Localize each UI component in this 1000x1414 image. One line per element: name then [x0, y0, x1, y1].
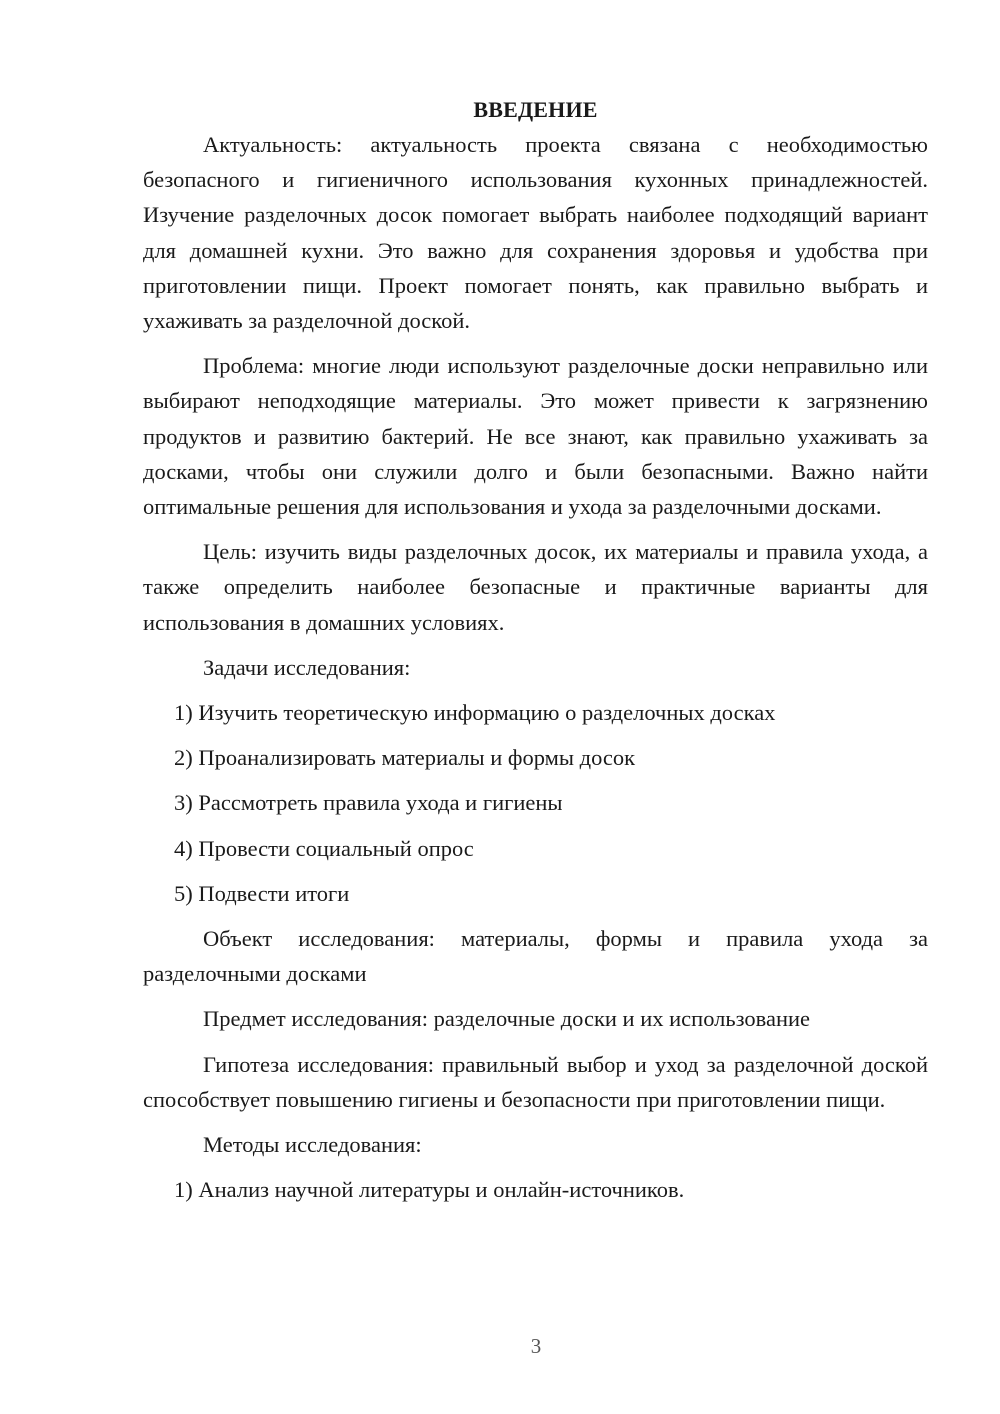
page-number: 3	[530, 1334, 542, 1358]
methods-heading: Методы исследования:	[203, 1132, 422, 1158]
object-paragraph: Объект исследования: материалы, формы и правила ухода за разделочными досками	[143, 926, 928, 987]
task-item-5: 5) Подвести итоги	[174, 880, 350, 906]
section-title: ВВЕДЕНИЕ	[473, 97, 598, 122]
task-item-4: 4) Провести социальный опрос	[174, 835, 474, 861]
task-item-3: 3) Рассмотреть правила ухода и гигиены	[174, 790, 563, 816]
relevance-paragraph: Актуальность: актуальность проекта связана с необходимостью безопасного и гигиеничного использования кухонных принадлежностей. Изучение разделочных досок помогает выбрать наиболее подходящий вариант для домашней кухни. Это важно для сохранения здоровья и удобства при приготовлении пищи. Проект помогает понять, как правильно выбрать и ухаживать за разделочной доской.	[143, 132, 928, 334]
document-page	[143, 92, 928, 1207]
task-item-1: 1) Изучить теоретическую информацию о разделочных досках	[174, 700, 776, 726]
task-item-2: 2) Проанализировать материалы и формы досок	[174, 745, 636, 771]
subject-paragraph: Предмет исследования: разделочные доски и их использование	[203, 1006, 811, 1032]
tasks-heading: Задачи исследования:	[203, 654, 411, 680]
problem-paragraph: Проблема: многие люди используют разделочные доски неправильно или выбирают неподходящие материалы. Это может привести к загрязнению продуктов и развитию бактерий. Не все знают, как правильно ухаживать за досками, чтобы они служили долго и были безопасными. Важно найти оптимальные решения для использования и ухода за разделочными досками.	[143, 353, 928, 520]
goal-paragraph: Цель: изучить виды разделочных досок, их материалы и правила ухода, а также определить наиболее безопасные и практичные варианты для использования в домашних условиях.	[143, 539, 928, 635]
method-item-1: 1) Анализ научной литературы и онлайн-источников.	[174, 1177, 685, 1203]
hypothesis-paragraph: Гипотеза исследования: правильный выбор и уход за разделочной доской способствует повышению гигиены и безопасности при приготовлении пищи.	[143, 1051, 928, 1112]
